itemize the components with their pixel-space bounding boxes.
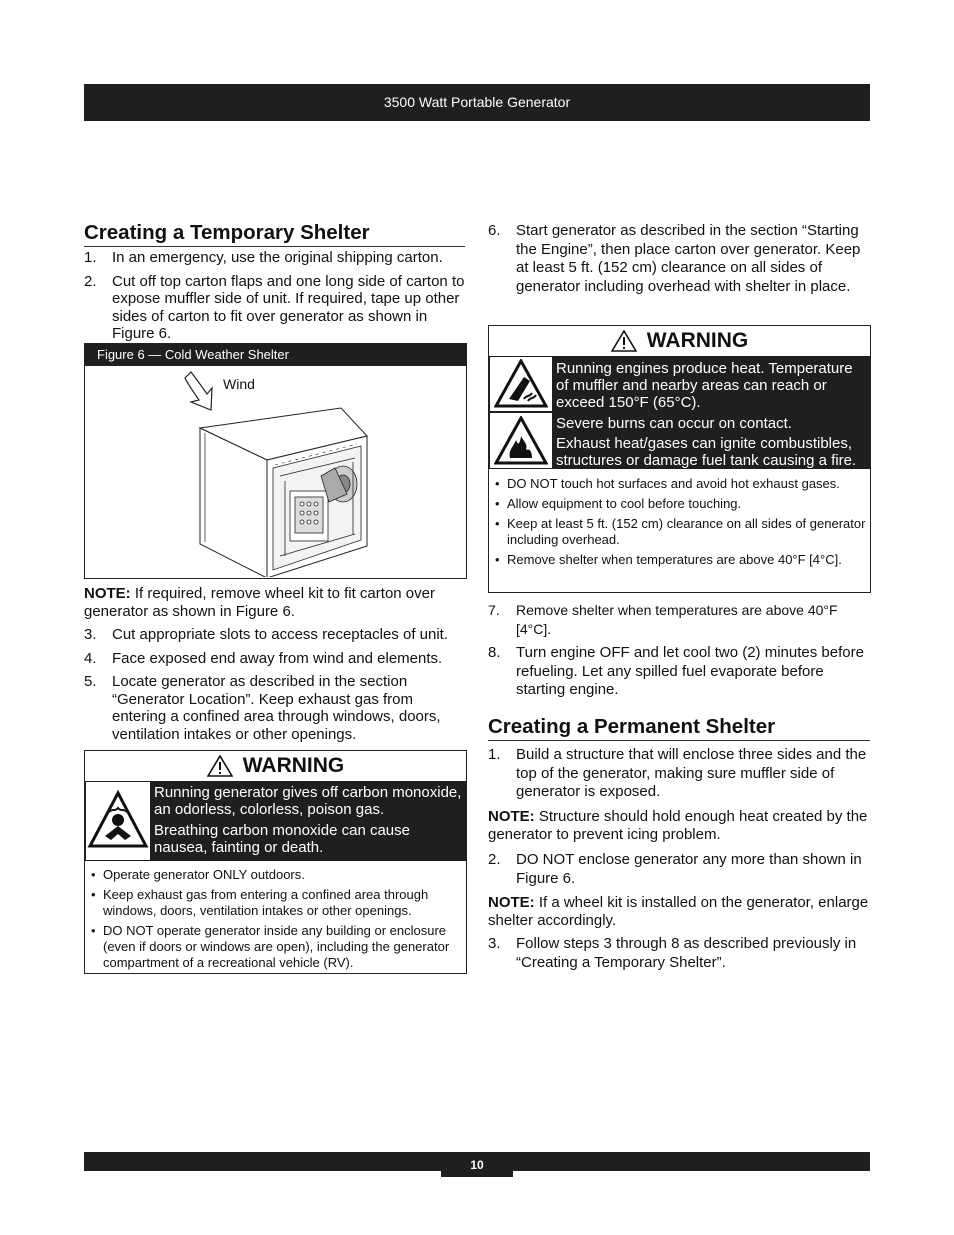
page-number: 10: [441, 1152, 513, 1177]
heat-warning-box: [488, 325, 871, 593]
figure-6: [84, 343, 467, 579]
warning-text: Running generator gives off carbon monoxide, an odorless, colorless, poison gas.: [154, 784, 462, 818]
warning-text: Running engines produce heat. Temperature of muffler and nearby areas can reach or exceed 150°F (65°C).: [556, 360, 853, 411]
warning-title: WARNING: [85, 751, 466, 781]
list-item: 2. DO NOT enclose generator any more than shown in Figure 6.: [488, 851, 862, 887]
permanent-step-2: [488, 851, 870, 888]
warning-text: Exhaust heat/gases can ignite combustibles, structures or damage fuel tank causing a fire.: [556, 435, 857, 469]
temporary-steps-list-a: [84, 249, 466, 343]
list-item: • Operate generator ONLY outdoors.: [89, 867, 462, 883]
warning-bullets: [489, 469, 870, 576]
wind-arrow-icon: [185, 372, 212, 410]
warning-text: Breathing carbon monoxide can cause nausea, fainting or death.: [154, 822, 410, 856]
header-title: 3500 Watt Portable Generator: [383, 94, 571, 110]
warning-title: WARNING: [489, 326, 870, 356]
cold-weather-shelter-illustration: [85, 366, 466, 577]
permanent-step-1: [488, 746, 870, 802]
temporary-shelter-heading: Creating a Temporary Shelter: [84, 221, 465, 247]
figure-caption: Figure 6 — Cold Weather Shelter: [85, 344, 466, 366]
list-item: 7. Remove shelter when temperatures are above 40°F [4°C].: [488, 602, 838, 637]
list-item: 1. In an emergency, use the original shipping carton.: [84, 249, 443, 266]
list-item: 1. Build a structure that will enclose three sides and the top of the generator, making sure muffler side of generator is exposed.: [488, 746, 867, 800]
steps-7-8: [488, 601, 870, 700]
list-item: 5. Locate generator as described in the section “Generator Location”. Keep exhaust gas from entering a confined area through windows, doors, ventilation intakes or other openings.: [84, 673, 441, 743]
list-item: • Remove shelter when temperatures are above 40°F [4°C].: [493, 552, 866, 568]
list-item: • DO NOT touch hot surfaces and avoid hot exhaust gases.: [493, 476, 866, 492]
warning-hazard-panel: [489, 356, 870, 469]
warning-triangle-icon: [207, 755, 233, 777]
list-item: 4. Face exposed end away from wind and elements.: [84, 649, 443, 667]
warning-triangle-icon: [611, 330, 637, 352]
list-item: • DO NOT operate generator inside any building or enclosure (even if doors or windows are open), including the generator compartment of a recreational vehicle (RV).: [89, 923, 462, 971]
list-item: 2. Cut off top carton flaps and one long side of carton to expose muffler side of unit. If required, tape up other sides of carton to fit over generator as shown in Figure 6.: [84, 272, 465, 342]
note-wheel-kit: NOTE: If required, remove wheel kit to fit carton over generator as shown in Figure 6.: [84, 585, 435, 620]
list-item: 3. Cut appropriate slots to access receptacles of unit.: [84, 626, 449, 643]
temporary-steps-list-b: [84, 626, 466, 743]
wind-label: Wind: [223, 376, 255, 392]
list-item: • Keep at least 5 ft. (152 cm) clearance on all sides of generator including overhead.: [493, 516, 866, 548]
permanent-step-3: [488, 935, 870, 972]
warning-bullets: [85, 861, 466, 979]
list-item: 8. Turn engine OFF and let cool two (2) minutes before refueling. Let any spilled fuel evaporate before starting engine.: [488, 644, 864, 698]
permanent-shelter-heading: Creating a Permanent Shelter: [488, 715, 870, 741]
note-wheel-kit-permanent: NOTE: If a wheel kit is installed on the generator, enlarge shelter accordingly.: [488, 894, 869, 929]
fire-icon: [489, 412, 553, 469]
toxic-fumes-icon: [85, 781, 151, 861]
list-item: • Keep exhaust gas from entering a confined area through windows, doors, ventilation intakes or other openings.: [89, 887, 462, 919]
list-item: 6. Start generator as described in the section “Starting the Engine”, then place carton over generator. Keep at least 5 ft. (152 cm) clearance on all sides of generator including overhead with shelter in place.: [488, 222, 861, 295]
co-warning-box: [84, 750, 467, 974]
step-6: [488, 222, 870, 296]
page-header-bar: [84, 84, 870, 121]
list-item: 3. Follow steps 3 through 8 as described previously in “Creating a Temporary Shelter”.: [488, 935, 857, 971]
note-heat: NOTE: Structure should hold enough heat created by the generator to prevent icing problem.: [488, 808, 868, 843]
list-item: • Allow equipment to cool before touching.: [493, 496, 866, 512]
warning-text: Severe burns can occur on contact.: [556, 415, 792, 432]
warning-hazard-panel: [85, 781, 466, 861]
hot-surface-icon: [489, 356, 553, 412]
